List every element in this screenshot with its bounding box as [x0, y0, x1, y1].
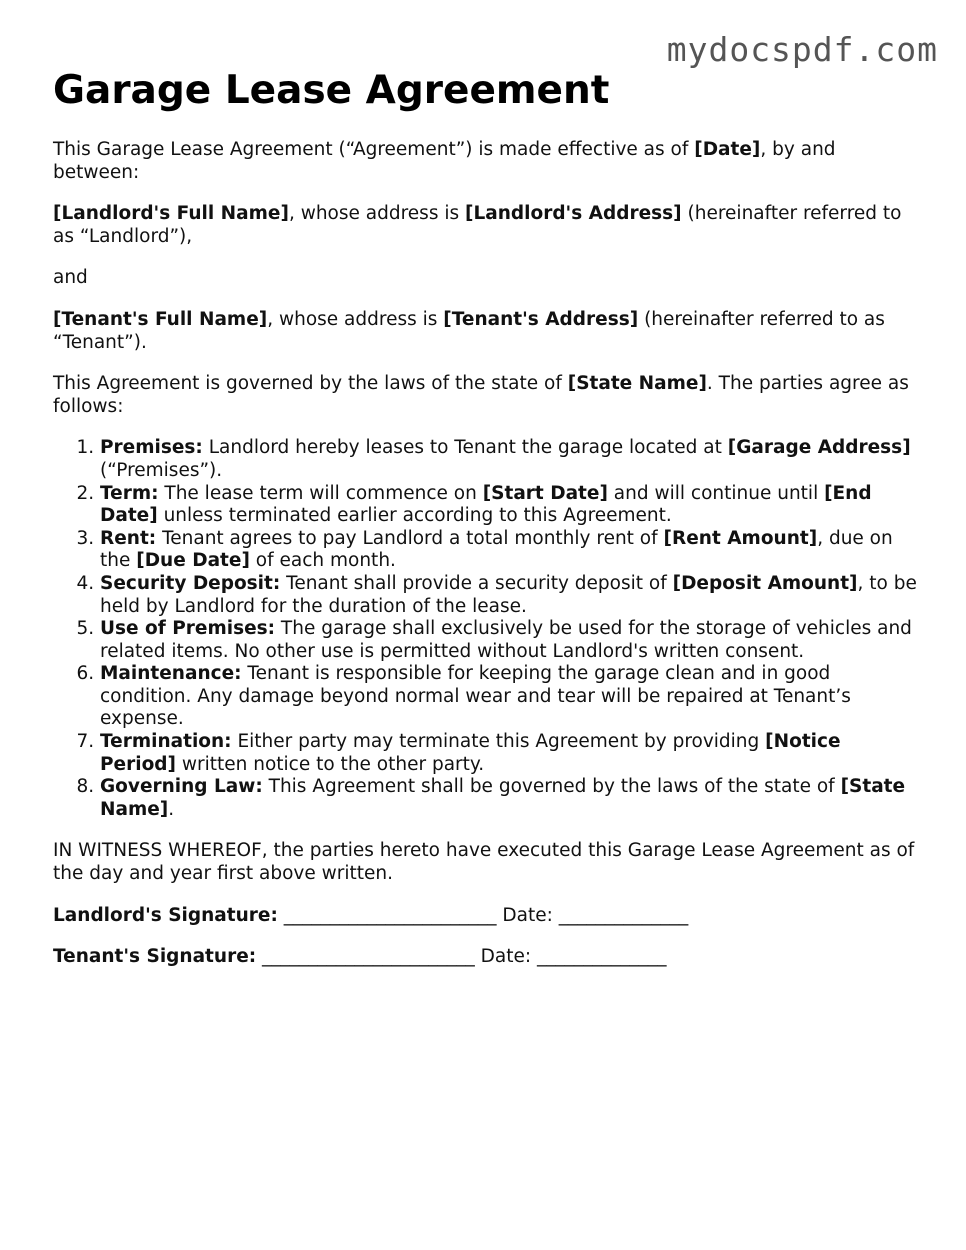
term-placeholder: [Due Date] [136, 550, 250, 572]
tenant-text: , whose address is [267, 308, 444, 330]
term-text: The garage shall exclusively be used for the storage of vehicles and related items. No other use is permitted without Landlord's written consent. [100, 618, 912, 662]
landlord-address-placeholder: [Landlord's Address] [465, 203, 682, 225]
landlord-signature-blank: _______________________ Date: ______________ [277, 904, 689, 926]
term-item [100, 731, 919, 776]
landlord-name-placeholder: [Landlord's Full Name] [53, 203, 289, 225]
term-heading: Maintenance: [100, 663, 242, 685]
term-text: , due on the [100, 527, 893, 572]
state-placeholder: [State Name] [567, 373, 707, 395]
intro-text: This Garage Lease Agreement (“Agreement”) is made effective as of [53, 139, 695, 160]
term-text: . [168, 798, 175, 820]
term-heading: Termination: [100, 731, 232, 753]
term-placeholder: [State Name] [100, 776, 906, 820]
term-text: This Agreement shall be governed by the laws of the state of [262, 776, 841, 798]
term-placeholder: [Rent Amount] [663, 527, 818, 549]
term-placeholder: [End Date] [100, 482, 872, 527]
governing-text: This Agreement is governed by the laws of the state of [53, 373, 568, 395]
term-item [100, 528, 919, 573]
landlord-signature-label: Landlord's Signature: [53, 904, 278, 926]
witness-paragraph: IN WITNESS WHEREOF, the parties hereto have executed this Garage Lease Agreement as of the day and year first above written. [53, 840, 915, 885]
tenant-address-placeholder: [Tenant's Address] [443, 308, 639, 330]
term-text: , to be held by Landlord for the duration of the lease. [100, 572, 917, 617]
tenant-paragraph [53, 309, 919, 354]
landlord-signature-line [53, 905, 919, 928]
term-heading: Premises: [100, 437, 203, 459]
term-text: Tenant is responsible for keeping the garage clean and in good condition. Any damage beyond normal wear and tear will be repaired at Tenant’s expense. [100, 663, 851, 730]
term-placeholder: [Notice Period] [100, 731, 841, 775]
term-heading: Term: [100, 482, 159, 504]
landlord-text: , whose address is [288, 203, 465, 225]
term-item [100, 663, 919, 731]
governing-text-end: . The parties agree as follows: [53, 373, 909, 417]
intro-text-end: , by and between: [53, 139, 836, 183]
landlord-paragraph [53, 203, 919, 248]
tenant-text-end: (hereinafter referred to as “Tenant”). [53, 308, 885, 353]
term-item [100, 437, 919, 482]
term-heading: Governing Law: [100, 776, 263, 798]
and-paragraph: and [53, 267, 88, 289]
watermark: mydocspdf.com [666, 30, 938, 69]
term-text: unless terminated earlier according to this Agreement. [157, 505, 672, 527]
governing-paragraph [53, 373, 919, 418]
term-text: Tenant agrees to pay Landlord a total monthly rent of [156, 527, 664, 549]
tenant-signature-blank: _______________________ Date: ______________ [256, 946, 667, 968]
term-text: of each month. [249, 550, 396, 572]
term-text: Tenant shall provide a security deposit of [280, 572, 673, 594]
term-heading: Use of Premises: [100, 618, 276, 640]
intro-paragraph [53, 139, 919, 184]
term-text: Either party may terminate this Agreement by providing [231, 731, 766, 753]
tenant-signature-line [53, 946, 919, 969]
term-text: written notice to the other party. [175, 753, 485, 775]
term-item [100, 776, 919, 821]
document-body [53, 139, 919, 988]
term-item [100, 618, 919, 663]
term-text: (“Premises”). [100, 459, 223, 481]
term-placeholder: [Start Date] [482, 482, 608, 504]
landlord-text-end: (hereinafter referred to as “Landlord”), [53, 203, 902, 247]
term-text: The lease term will commence on [158, 482, 483, 504]
terms-list [53, 437, 919, 821]
date-placeholder: [Date] [694, 139, 761, 160]
term-item [100, 483, 919, 528]
term-text: Landlord hereby leases to Tenant the garage located at [202, 437, 728, 459]
tenant-name-placeholder: [Tenant's Full Name] [53, 308, 268, 330]
term-heading: Security Deposit: [100, 572, 281, 594]
term-placeholder: [Garage Address] [727, 437, 911, 459]
document-title: Garage Lease Agreement [53, 68, 610, 113]
tenant-signature-label: Tenant's Signature: [53, 946, 257, 968]
term-text: and will continue until [607, 482, 825, 504]
term-heading: Rent: [100, 527, 157, 549]
term-item [100, 573, 919, 618]
term-placeholder: [Deposit Amount] [672, 572, 858, 594]
